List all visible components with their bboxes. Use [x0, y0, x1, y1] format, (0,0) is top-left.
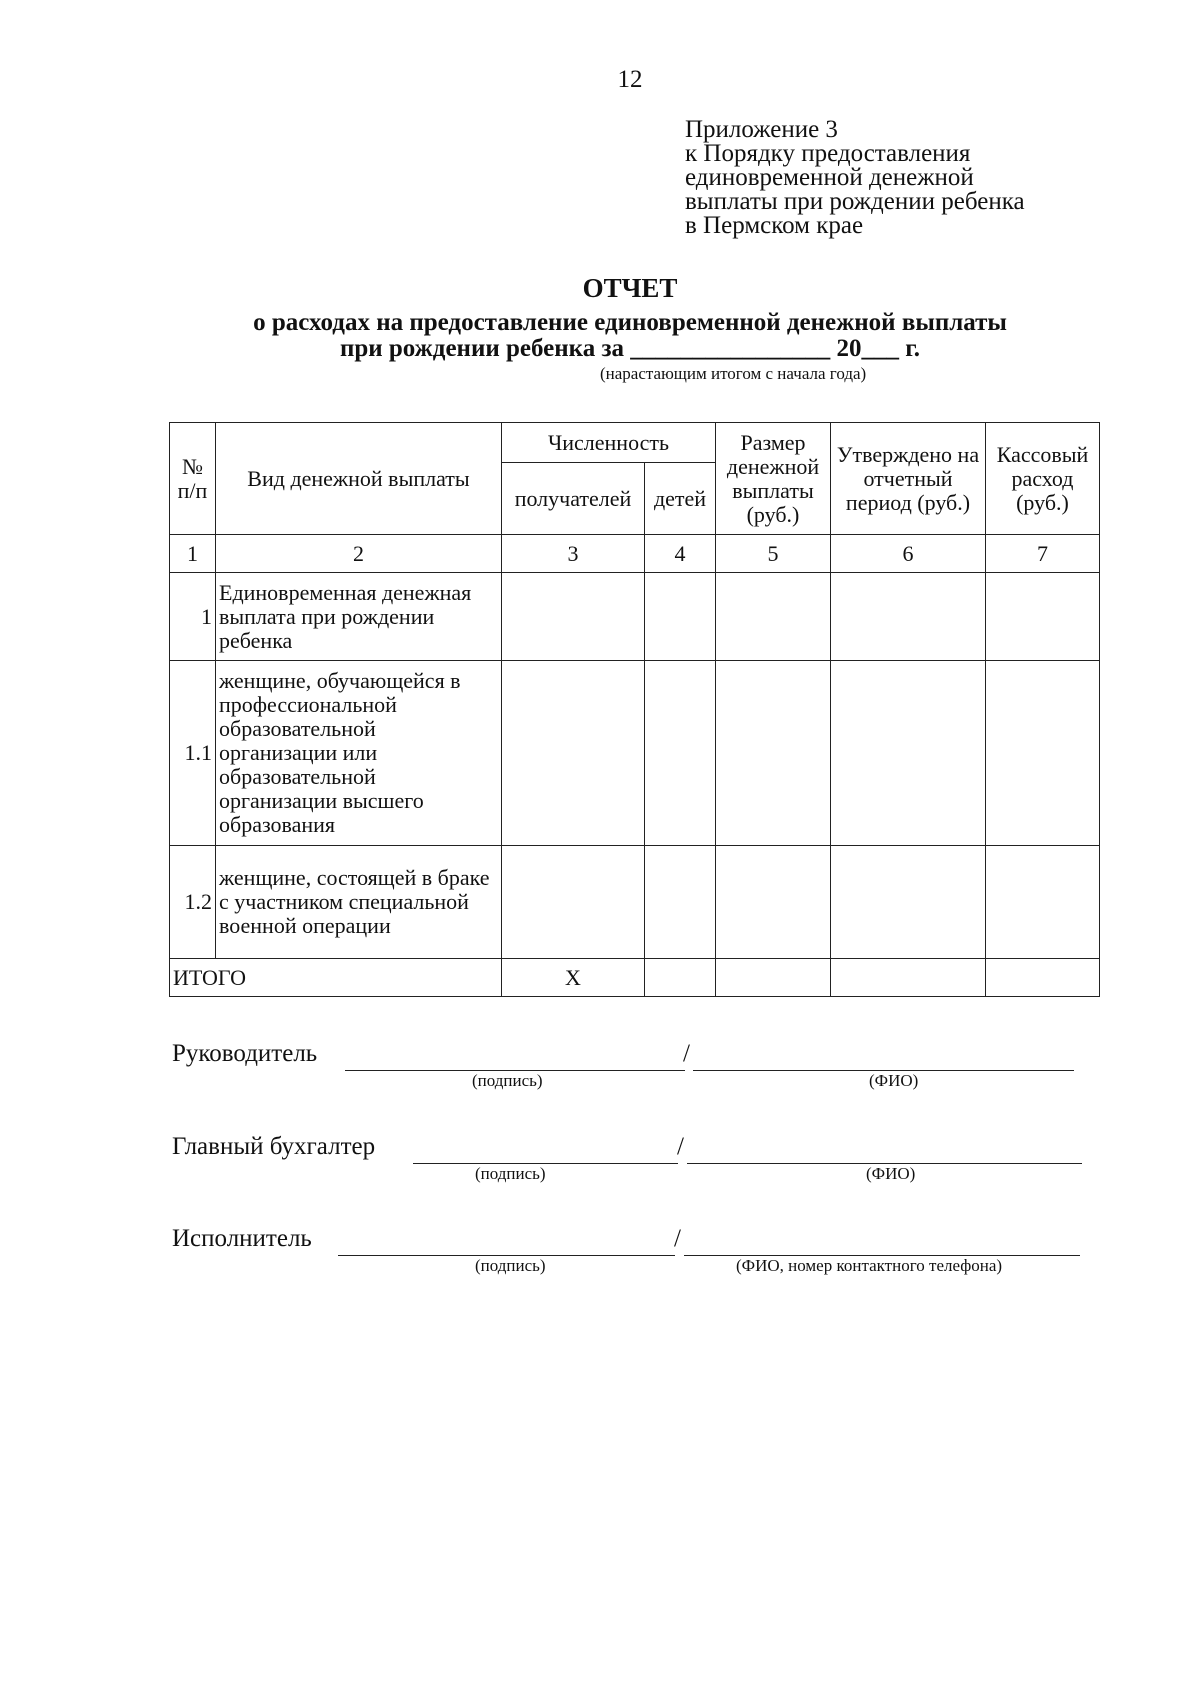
subtitle-line: о расходах на предоставление единовременной денежной выплаты [253, 309, 1007, 336]
cell-recipients [502, 846, 645, 959]
separator-slash: / [674, 1225, 681, 1252]
report-table [169, 422, 1100, 997]
table-row [170, 573, 1100, 661]
header-count: Численность [502, 423, 716, 463]
separator-slash: / [677, 1133, 684, 1160]
cell-size [716, 573, 831, 661]
cell-approved [831, 959, 986, 997]
table-row [170, 846, 1100, 959]
header-type: Вид денежной выплаты [216, 423, 502, 535]
column-number: 5 [716, 535, 831, 573]
cell-size [716, 959, 831, 997]
cell-cash [986, 846, 1100, 959]
appendix-line: к Порядку предоставления [685, 140, 971, 167]
column-number: 4 [645, 535, 716, 573]
cell-cash [986, 661, 1100, 846]
appendix-block [685, 118, 1025, 238]
column-number: 7 [986, 535, 1100, 573]
row-num: 1.2 [170, 846, 216, 959]
row-type: женщине, обучающейся в профессиональной образовательной организации или образовательной организации высшего образования [216, 661, 502, 846]
header-cash: Кассовый расход (руб.) [986, 423, 1100, 535]
column-number: 6 [831, 535, 986, 573]
separator-slash: / [683, 1040, 690, 1067]
cell-size [716, 661, 831, 846]
header-size: Размер денежной выплаты (руб.) [716, 423, 831, 535]
subtitle-line: при рождении ребенка за ________________ 20___ г. [339, 335, 921, 362]
row-num: 1.1 [170, 661, 216, 846]
report-title: ОТЧЕТ [582, 273, 678, 303]
column-number: 1 [170, 535, 216, 573]
column-number: 2 [216, 535, 502, 573]
cell-approved [831, 661, 986, 846]
total-label: ИТОГО [170, 959, 502, 997]
signature-label-head: Руководитель [172, 1040, 318, 1067]
page-number: 12 [617, 66, 643, 93]
signature-label-executor: Исполнитель [172, 1225, 312, 1252]
header-num: № п/п [170, 423, 216, 535]
signature-label-accountant: Главный бухгалтер [172, 1133, 376, 1160]
cell-recipients [502, 573, 645, 661]
header-children: детей [645, 463, 716, 535]
subtitle-note: (нарастающим итогом с начала года) [600, 364, 867, 383]
row-type: женщине, состоящей в браке с участником специальной военной операции [216, 846, 502, 959]
signature-caption: (подпись) [475, 1164, 546, 1183]
cell-recipients [502, 661, 645, 846]
appendix-line: в Пермском крае [685, 212, 864, 239]
name-caption: (ФИО) [869, 1071, 919, 1090]
appendix-line: выплаты при рождении ребенка [685, 188, 1025, 215]
cell-size [716, 846, 831, 959]
header-recipients: получателей [502, 463, 645, 535]
name-caption: (ФИО) [866, 1164, 916, 1183]
signature-caption: (подпись) [472, 1071, 543, 1090]
cell-approved [831, 573, 986, 661]
cell-children [645, 573, 716, 661]
cell-children [645, 846, 716, 959]
name-caption: (ФИО, номер контактного телефона) [736, 1256, 1003, 1275]
row-num: 1 [170, 573, 216, 661]
signature-caption: (подпись) [475, 1256, 546, 1275]
report-subtitle [0, 310, 1200, 362]
table-row [170, 661, 1100, 846]
cell-cash [986, 573, 1100, 661]
appendix-line: Приложение 3 [685, 116, 838, 143]
column-number: 3 [502, 535, 645, 573]
cell-cash [986, 959, 1100, 997]
cell-children [645, 959, 716, 997]
header-approved: Утверждено на отчетный период (руб.) [831, 423, 986, 535]
table-row-total [170, 959, 1100, 997]
total-recipients: Х [502, 959, 645, 997]
appendix-line: единовременной денежной [685, 164, 974, 191]
cell-children [645, 661, 716, 846]
row-type: Единовременная денежная выплата при рождении ребенка [216, 573, 502, 661]
cell-approved [831, 846, 986, 959]
